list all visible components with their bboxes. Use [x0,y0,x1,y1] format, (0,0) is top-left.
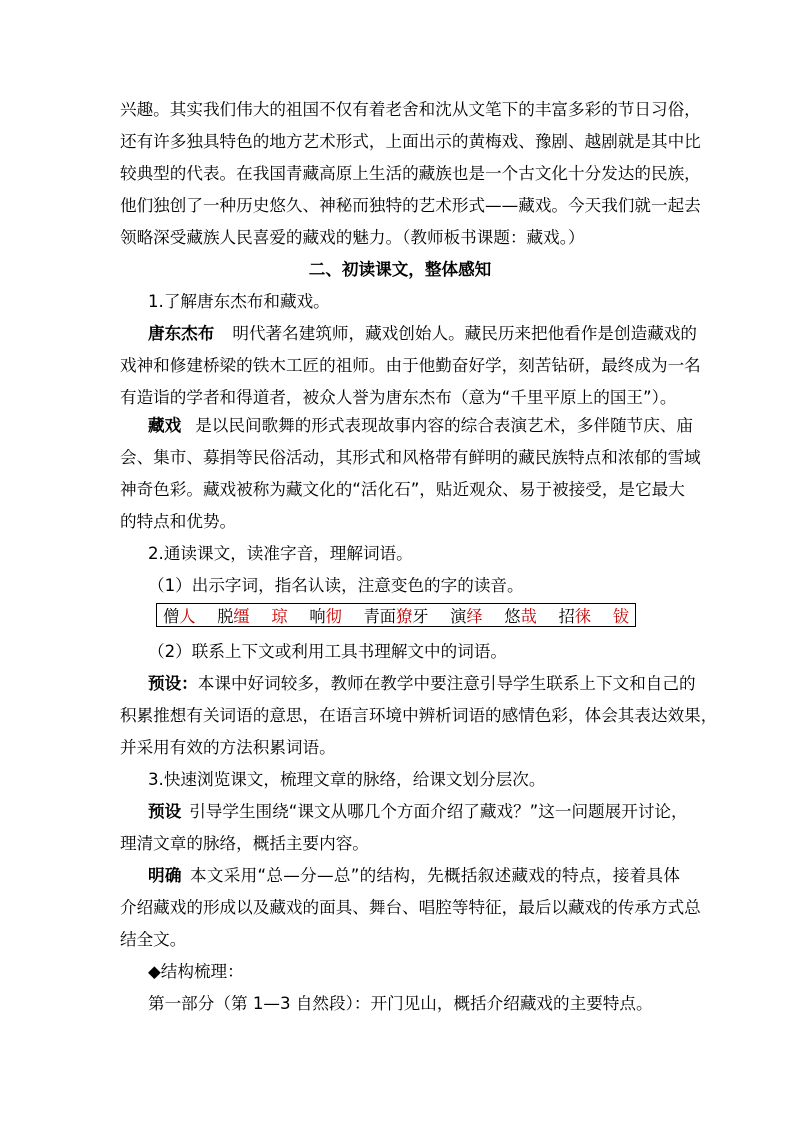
item-3: 3.快速浏览课文，梳理文章的脉络，给课文划分层次。 [148,770,546,789]
vocab-word: 钹 [612,607,629,626]
mingque-text: 本文采用“总—分—总”的结构，先概括叙述藏戏的特点，接着具体 [189,866,680,885]
yushe2-line-2: 理清文章的脉络，概括主要内容。 [120,834,369,853]
sub-item-1: （1）出示字词，指名认读，注意变色的字的读音。 [148,576,524,595]
item-2: 2.通读课文，读准字音，理解词语。 [148,544,413,563]
zangxi-line-4: 的特点和优势。 [120,512,237,531]
mingque-line-2: 介绍藏戏的形成以及藏戏的面具、舞台、唱腔等特征，最后以藏戏的传承方式总 [120,898,701,917]
paragraph-line: 他们独创了一种历史悠久、神秘而独特的艺术形式——藏戏。今天我们就一起去 [120,196,701,215]
tangdong-text: 明代著名建筑师，藏戏创始人。藏民历来把他看作是创造藏戏的 [232,324,697,343]
vocab-box [156,603,636,627]
paragraph-line: 领略深受藏族人民喜爱的藏戏的魅力。（教师板书课题：藏戏。） [120,228,585,247]
vocab-word: 悠哉 [504,607,537,626]
zangxi-line-3: 神奇色彩。藏戏被称为藏文化的“活化石”，贴近观众、易于被接受，是它最大 [120,480,685,499]
vocab-word: 僧人 [163,607,196,626]
yushe2-text: 引导学生围绕“课文从哪几个方面介绍了藏戏？”这一问题展开讨论， [189,802,688,821]
yushe2-line-1 [148,796,688,828]
tangdong-line-3: 有造诣的学者和得道者，被众人誉为唐东杰布（意为“千里平原上的国王”）。 [120,388,677,407]
vocab-word: 青面獠牙 [363,607,429,626]
paragraph-line: 还有许多独具特色的地方艺术形式，上面出示的黄梅戏、豫剧、越剧就是其中比 [120,132,701,151]
zangxi-line-2: 会、集市、募捐等民俗活动，其形式和风格带有鲜明的藏民族特点和浓郁的雪域 [120,448,701,467]
zangxi-text: 是以民间歌舞的形式表现故事内容的综合表演艺术，多伴随节庆、庙 [195,416,693,435]
tangdong-line-1 [148,318,697,350]
mingque-line-3: 结全文。 [120,930,187,949]
mingque-line-1 [148,860,680,892]
structure-label: ◆结构梳理： [148,962,244,981]
yushe1-text: 本课中好词较多，教师在教学中要注意引导学生联系上下文和自己的 [197,674,696,693]
label-yushe-2: 预设 [148,802,182,821]
vocab-word: 琼 [271,607,288,626]
vocab-word: 招徕 [558,607,591,626]
vocab-word: 脱缰 [217,607,250,626]
item-1: 1.了解唐东杰布和藏戏。 [148,292,330,311]
part-1: 第一部分（第 1—3 自然段）：开门见山，概括介绍藏戏的主要特点。 [148,994,653,1013]
term-zangxi: 藏戏 [148,416,182,435]
yushe1-line-3: 并采用有效的方法积累词语。 [120,738,336,757]
section-heading: 二、初读课文，整体感知 [308,260,492,279]
sub-item-2: （2）联系上下文或利用工具书理解文中的词语。 [148,642,508,661]
paragraph-line: 兴趣。其实我们伟大的祖国不仅有着老舍和沈从文笔下的丰富多彩的节日习俗， [120,100,701,119]
label-yushe: 预设： [148,674,198,693]
label-mingque: 明确 [148,866,182,885]
yushe1-line-2: 积累推想有关词语的意思，在语言环境中辨析词语的感情色彩，体会其表达效果， [120,706,718,725]
term-tangdong: 唐东杰布 [148,324,215,343]
vocab-word: 演绎 [450,607,483,626]
zangxi-line-1 [148,410,693,442]
yushe1-line-1 [148,668,696,700]
vocab-word: 响彻 [309,607,342,626]
tangdong-line-2: 戏神和修建桥梁的铁木工匠的祖师。由于他勤奋好学，刻苦钻研，最终成为一名 [120,356,701,375]
paragraph-line: 较典型的代表。在我国青藏高原上生活的藏族也是一个古文化十分发达的民族， [120,164,701,183]
